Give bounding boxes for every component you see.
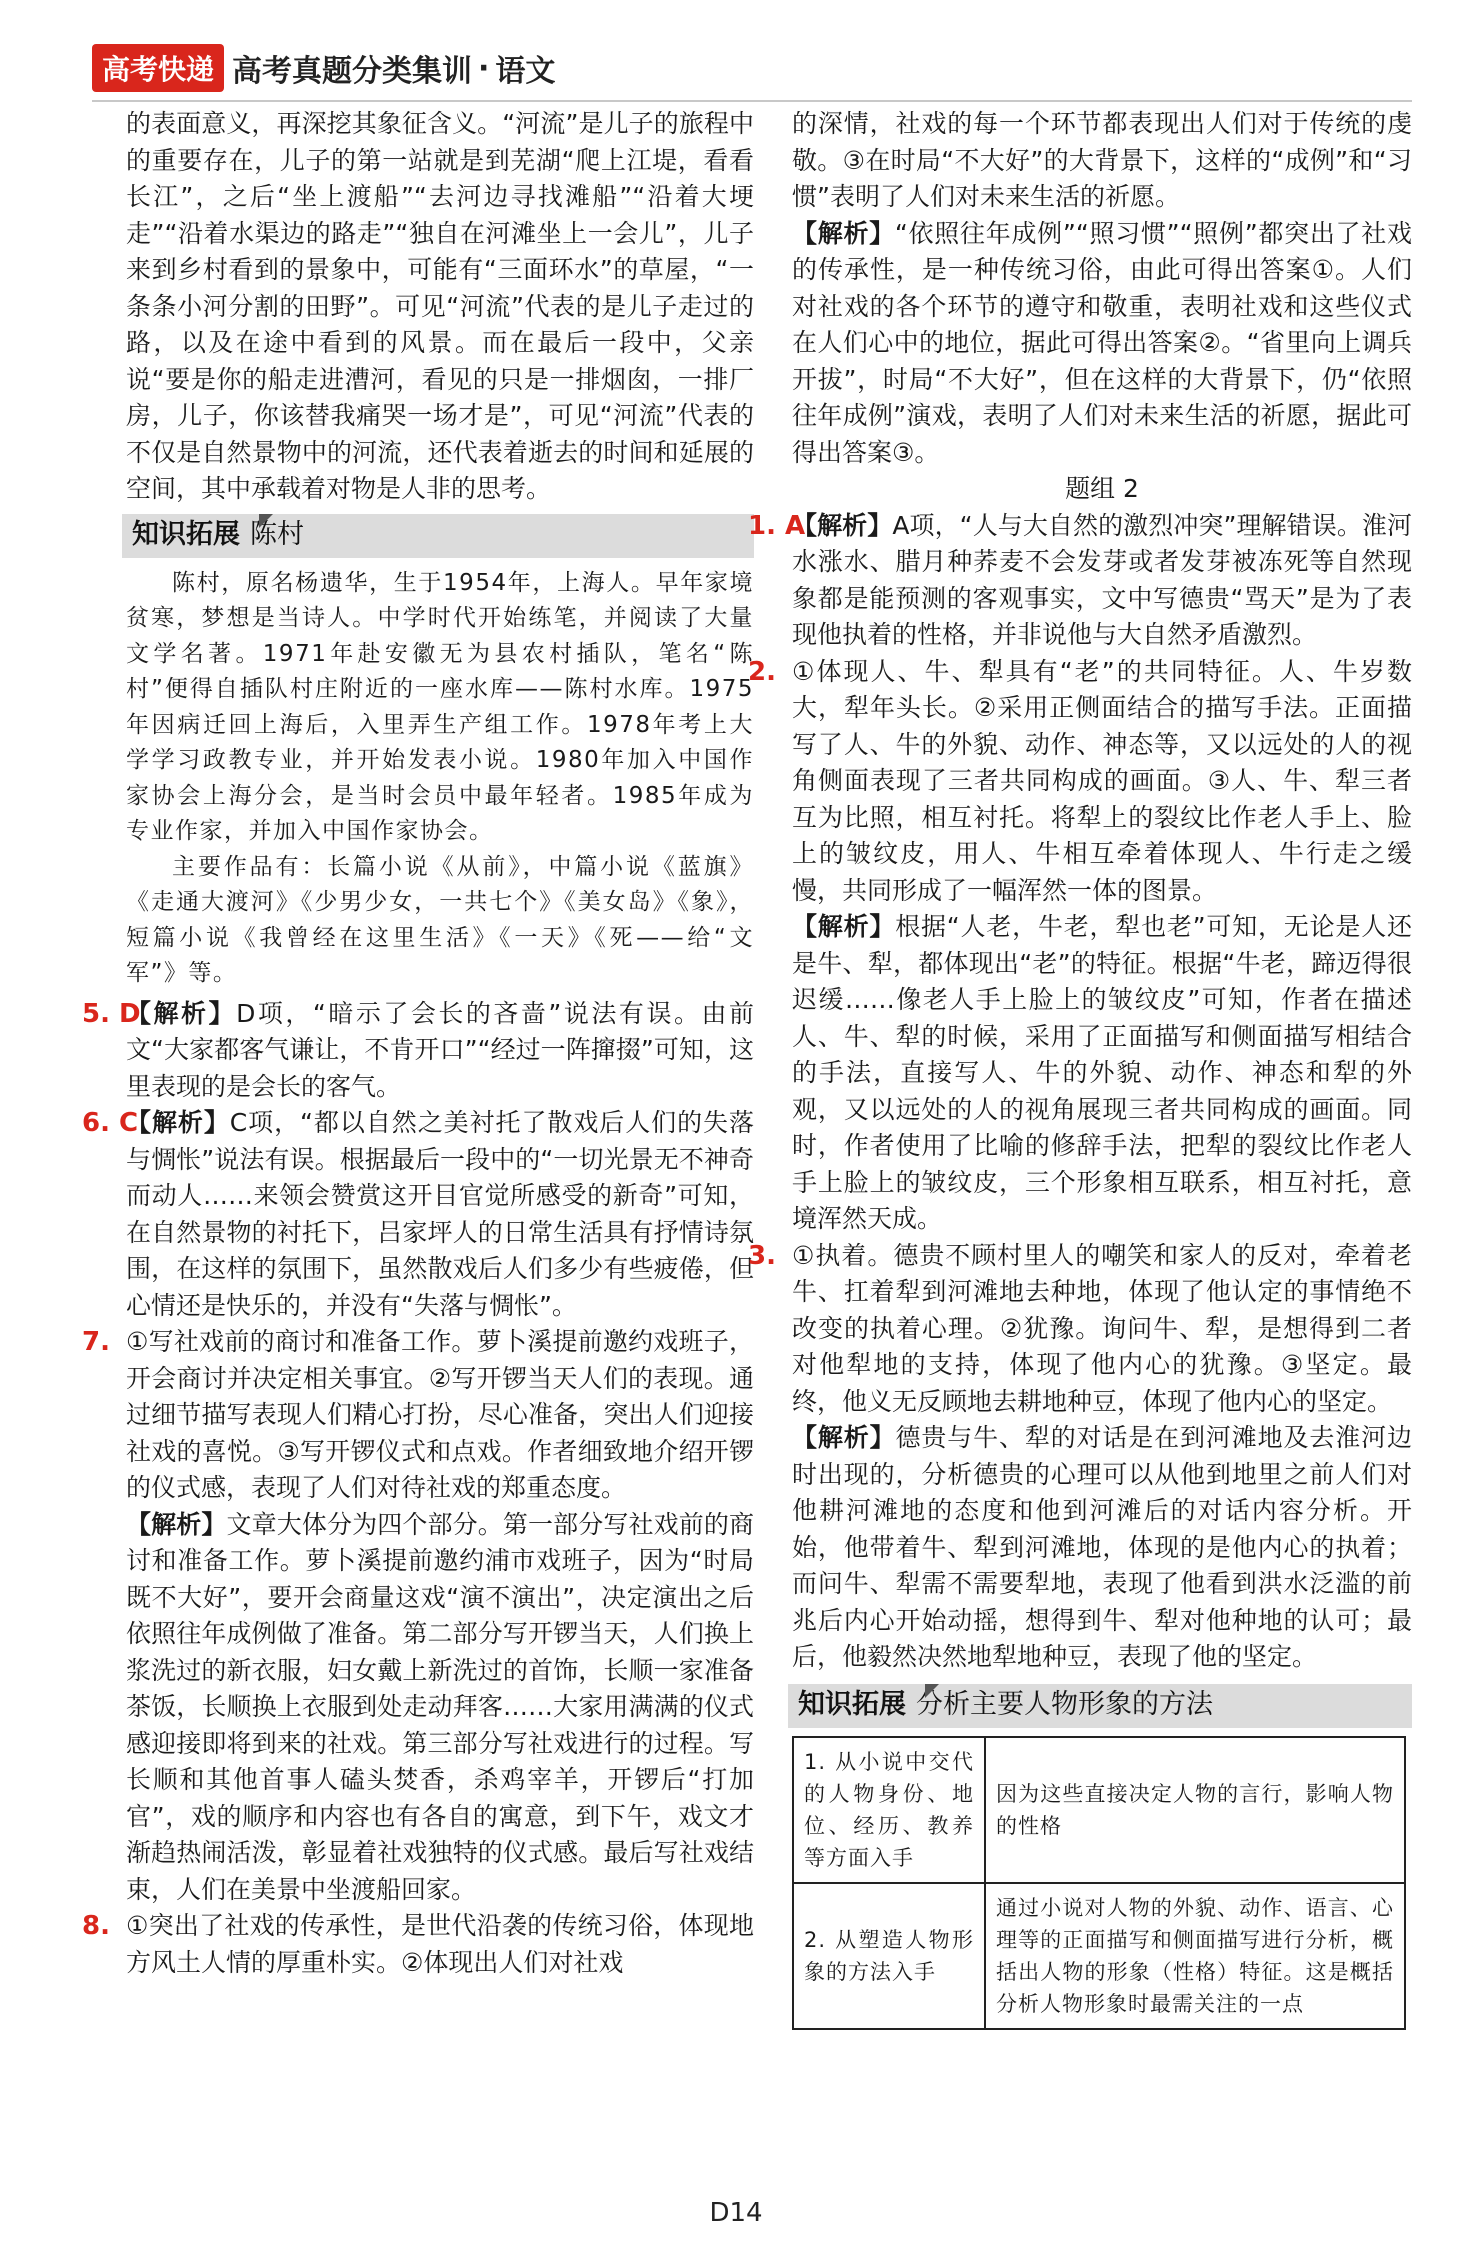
analysis-tag: 【解析】 xyxy=(792,218,895,248)
answer-text xyxy=(126,1105,754,1324)
answer-item xyxy=(82,1324,754,1908)
subject-label: 语文 xyxy=(495,54,556,89)
question-number: 6. C xyxy=(82,1108,139,1138)
answer-text: ①体现人、牛、犁具有“老”的共同特征。人、牛岁数大，犁年头长。②采用正侧面结合的描写手法。正面描写了人、牛的外貌、动作、神态等，又以远处的人的视角侧面表现了三者共同构成的画面。③人、牛、犁三者互为比照，相互衬托。将犁上的裂纹比作老人手上、脸上的皱纹皮，用人、牛相互牵着体现人、牛行走之缓慢，共同形成了一幅浑然一体的图景。 xyxy=(792,656,1412,905)
author-bio-paragraph: 陈村，原名杨遗华，生于1954年，上海人。早年家境贫寒，梦想是当诗人。中学时代开始练笔，并阅读了大量文学名著。1971年赴安徽无为县农村插队，笔名“陈村”便得自插队村庄附近的一座水库——陈村水库。1975年因病迁回上海后，入里弄生产组工作。1978年考上大学学习政教专业，并开始发表小说。1980年加入中国作家协会上海分会，是当时会员中最年轻者。1985年成为专业作家，并加入中国作家协会。 xyxy=(126,569,754,844)
analysis-tag: 【解析】 xyxy=(792,912,896,941)
author-bio xyxy=(126,566,754,992)
table-cell: 通过小说对人物的外貌、动作、语言、心理等的正面描写和侧面描写进行分析，概括出人物的形象（性格）特征。这是概括分析人物形象时最需关注的一点 xyxy=(985,1883,1405,2029)
q8-answer-continued: 的深情，社戏的每一个环节都表现出人们对于传统的虔敬。③在时局“不大好”的大背景下，这样的“成例”和“习惯”表明了人们对未来生活的祈愿。 xyxy=(792,109,1412,211)
analysis-text: C项，“都以自然之美衬托了散戏后人们的失落与惆怅”说法有误。根据最后一段中的“一切光景无不神奇而动人……来领会赞赏这开目官觉所感受的新奇”可知，在自然景物的衬托下，吕家坪人的日常生活具有抒情诗氛围，在这样的氛围下，虽然散戏后人们多少有些疲倦，但心情还是快乐的，并没有“失落与惆怅”。 xyxy=(126,1108,754,1320)
brand-logo: 高考快递 xyxy=(92,44,224,92)
answer-item xyxy=(82,1908,754,1981)
answer-text: ①写社戏前的商讨和准备工作。萝卜溪提前邀约戏班子，开会商讨并决定相关事宜。②写开锣当天人们的表现。通过细节描写表现人们精心打扮，尽心准备，突出人们迎接社戏的喜悦。③写开锣仪式和点戏。作者细致地介绍开锣的仪式感，表现了人们对待社戏的郑重态度。 xyxy=(126,1327,754,1502)
knowledge-expansion-topic: 分析主要人物形象的方法 xyxy=(916,1689,1213,1721)
title-separator: · xyxy=(478,50,490,86)
analysis-tag: 【解析】 xyxy=(126,1108,230,1137)
flag-icon xyxy=(259,514,273,528)
analysis-text: 根据“人老，牛老，犁也老”可知，无论是人还是牛、犁，都体现出“老”的特征。根据“牛老，蹄迈得很迟缓……像老人手上脸上的皱纹皮”可知，作者在描述人、牛、犁的时候，采用了正面描写和侧面描写相结合的手法，直接写人、牛的外貌、动作、神态和犁的外观，又以远处的人的视角展现三者共同构成的画面。同时，作者使用了比喻的修辞手法，把犁的裂纹比作老人手上脸上的皱纹皮，三个形象相互联系，相互衬托，意境浑然天成。 xyxy=(792,912,1412,1233)
analysis-tag: 【解析】 xyxy=(792,510,893,540)
answer-text xyxy=(792,508,1412,654)
table-cell: 2. 从塑造人物形象的方法入手 xyxy=(793,1883,985,2029)
page-header xyxy=(92,40,555,96)
analysis-tag: 【解析】 xyxy=(126,998,237,1028)
question-number: 2. xyxy=(748,656,776,687)
analysis-paragraph xyxy=(792,1420,1412,1676)
answer-item xyxy=(82,996,754,1106)
table-cell: 因为这些直接决定人物的言行，影响人物的性格 xyxy=(985,1737,1405,1883)
analysis-paragraph xyxy=(126,1507,754,1909)
answer-text xyxy=(126,996,754,1106)
flag-icon xyxy=(925,1684,939,1698)
question-group-title: 题组 2 xyxy=(1065,474,1139,503)
header-rule xyxy=(92,100,1412,102)
q4-continued-analysis: 的表面意义，再深挖其象征含义。“河流”是儿子的旅程中的重要存在，儿子的第一站就是到芜湖“爬上江堤，看看长江”，之后“坐上渡船”“去河边寻找滩船”“沿着大埂走”“沿着水渠边的路走”“独自在河滩坐上一会儿”，儿子来到乡村看到的景象中，可能有“三面环水”的草屋，“一条条小河分割的田野”。可见“河流”代表的是儿子走过的路，以及在途中看到的风景。而在最后一段中，父亲说“要是你的船走进漕河，看见的只是一排烟囱，一排厂房，儿子，你该替我痛哭一场才是”，可见“河流”代表的不仅是自然景物中的河流，还代表着逝去的时间和延展的空间，其中承载着对物是人非的思考。 xyxy=(126,109,754,503)
analysis-tag: 【解析】 xyxy=(126,1509,227,1539)
analysis-paragraph xyxy=(792,216,1412,472)
method-table xyxy=(792,1736,1406,2030)
table-row xyxy=(793,1737,1405,1883)
knowledge-expansion-header xyxy=(788,1684,1412,1728)
answer-item xyxy=(748,508,1412,654)
knowledge-expansion-label: 知识拓展 xyxy=(798,1689,906,1721)
knowledge-expansion-label: 知识拓展 xyxy=(132,519,240,551)
answer-text: ①执着。德贵不顾村里人的嘲笑和家人的反对，牵着老牛、扛着犁到河滩地去种地，体现了他认定的事情绝不改变的执着心理。②犹豫。询问牛、犁，是想得到二者对他犁地的支持，体现了他内心的犹豫。③坚定。最终，他义无反顾地去耕地种豆，体现了他内心的坚定。 xyxy=(792,1240,1412,1416)
analysis-text: 文章大体分为四个部分。第一部分写社戏前的商讨和准备工作。萝卜溪提前邀约浦市戏班子，因为“时局既不大好”，要开会商量这戏“演不演出”，决定演出之后依照往年成例做了准备。第二部分写开锣当天，人们换上浆洗过的新衣服，妇女戴上新洗过的首饰，长顺一家准备茶饭，长顺换上衣服到处走动拜客……大家用满满的仪式感迎接即将到来的社戏。第三部分写社戏进行的过程。写长顺和其他首事人磕头焚香，杀鸡宰羊，开锣后“打加官”，戏的顺序和内容也有各自的寓意，到下午，戏文才渐趋热闹活泼，彰显着社戏独特的仪式感。最后写社戏结束，人们在美景中坐渡船回家。 xyxy=(126,1509,754,1904)
knowledge-expansion-header xyxy=(122,514,754,558)
page-number: D14 xyxy=(709,2198,763,2228)
analysis-text: A项，“人与大自然的激烈冲突”理解错误。淮河水涨水、腊月种荞麦不会发芽或者发芽被冻死等自然现象都是能预测的客观事实，文中写德贵“骂天”是为了表现他执着的性格，并非说他与大自然矛盾激烈。 xyxy=(792,510,1412,649)
question-number: 5. D xyxy=(82,998,141,1029)
question-number: 3. xyxy=(748,1240,776,1271)
analysis-paragraph xyxy=(792,909,1412,1238)
question-number: 1. A xyxy=(748,510,806,541)
question-number: 8. xyxy=(82,1911,110,1941)
question-number: 7. xyxy=(82,1327,110,1357)
analysis-text: “依照往年成例”“照习惯”“照例”都突出了社戏的传承性，是一种传统习俗，由此可得出答案①。人们对社戏的各个环节的遵守和敬重，表明社戏和这些仪式在人们心中的地位，据此可得出答案②。“省里向上调兵开拔”，时局“不大好”，但在这样的大背景下，仍“依照往年成例”演戏，表明了人们对未来生活的祈愿，据此可得出答案③。 xyxy=(792,218,1412,467)
analysis-tag: 【解析】 xyxy=(792,1423,896,1452)
knowledge-expansion-topic: 陈村 xyxy=(250,519,304,551)
table-cell: 1. 从小说中交代的人物身份、地位、经历、教养等方面入手 xyxy=(793,1737,985,1883)
left-column xyxy=(82,106,754,1981)
author-works-paragraph: 主要作品有：长篇小说《从前》，中篇小说《蓝旗》《走通大渡河》《少男少女，一共七个》《美女岛》《象》，短篇小说《我曾经在这里生活》《一天》《死——给“文军”》等。 xyxy=(126,853,754,986)
answer-text: ①突出了社戏的传承性，是世代沿袭的传统习俗，体现地方风土人情的厚重朴实。②体现出人们对社戏 xyxy=(126,1911,754,1977)
answer-item xyxy=(82,1105,754,1324)
answer-item xyxy=(748,654,1412,1238)
table-row xyxy=(793,1883,1405,2029)
series-title: 高考真题分类集训 xyxy=(232,54,473,89)
analysis-text: D项，“暗示了会长的吝啬”说法有误。由前文“大家都客气谦让，不肯开口”“经过一阵撺掇”可知，这里表现的是会长的客气。 xyxy=(126,998,754,1101)
right-column xyxy=(748,106,1412,2030)
answer-item xyxy=(748,1238,1412,1676)
analysis-text: 德贵与牛、犁的对话是在到河滩地及去淮河边时出现的，分析德贵的心理可以从他到地里之前人们对他耕河滩地的态度和他到河滩后的对话内容分析。开始，他带着牛、犁到河滩地，体现的是他内心的执着；而问牛、犁需不需要犁地，表现了他看到洪水泛滥的前兆后内心开始动摇，想得到牛、犁对他种地的认可；最后，他毅然决然地犁地种豆，表现了他的坚定。 xyxy=(792,1423,1412,1671)
